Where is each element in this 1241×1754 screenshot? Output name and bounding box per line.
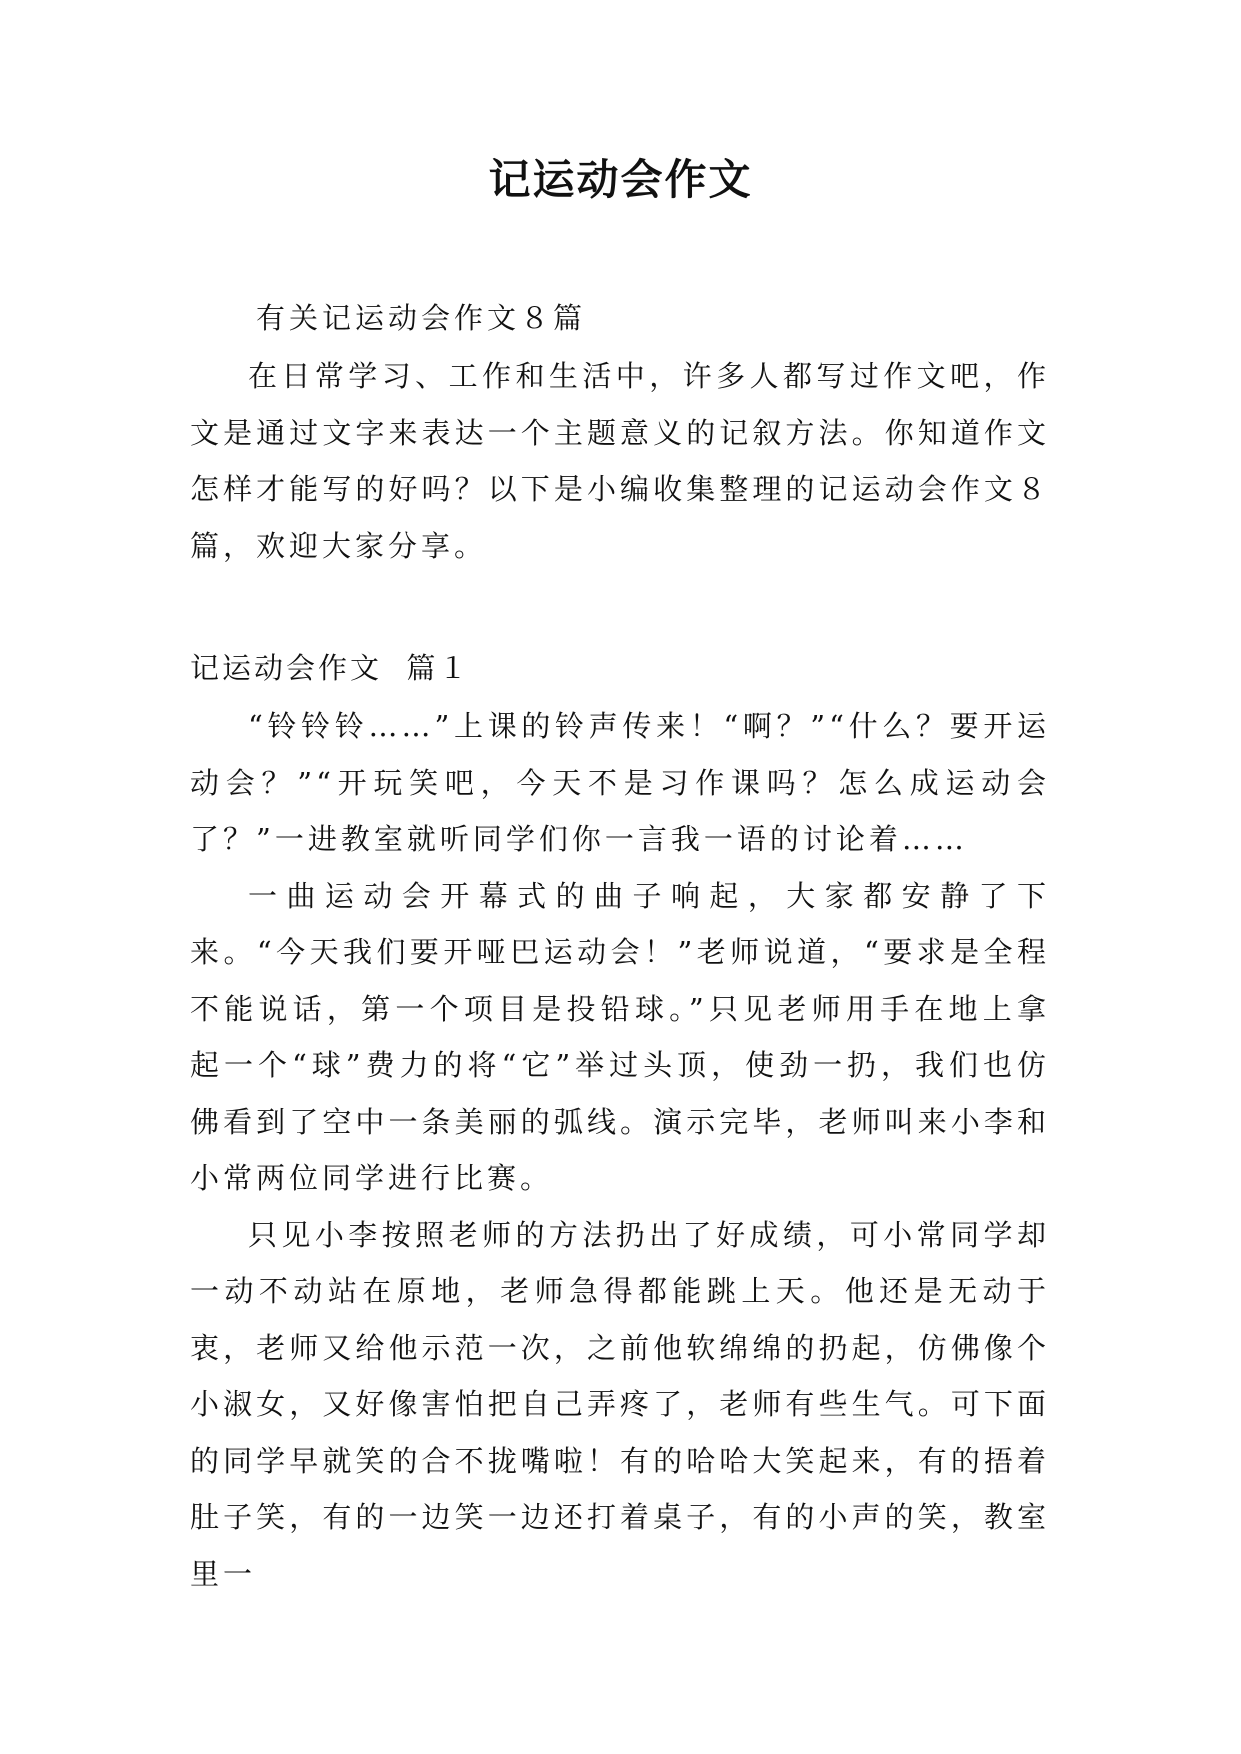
section-heading: 记运动会作文 篇１ [190, 651, 471, 685]
document-subtitle: 有关记运动会作文８篇 [256, 301, 587, 335]
section-paragraph: “铃铃铃……”上课的铃声传来！“啊？”“什么？要开运动会？”“开玩笑吧，今天不是习作课吗？怎么成运动会了？”一进教室就听同学们你一言我一语的讨论着…… [190, 709, 1050, 856]
section-paragraph: 只见小李按照老师的方法扔出了好成绩，可小常同学却一动不动站在原地，老师急得都能跳上天。他还是无动于衷，老师又给他示范一次，之前他软绵绵的扔起，仿佛像个小淑女，又好像害怕把自己弄疼了，老师有些生气。可下面的同学早就笑的合不拢嘴啦！有的哈哈大笑起来，有的捂着肚子笑，有的一边笑一边还打着桌子，有的小声的笑，教室里一 [190, 1217, 1050, 1591]
section-paragraph: 一曲运动会开幕式的曲子响起，大家都安静了下来。“今天我们要开哑巴运动会！”老师说道，“要求是全程不能说话，第一个项目是投铅球。”只见老师用手在地上拿起一个“球”费力的将“它”举过头顶，使劲一扔，我们也仿佛看到了空中一条美丽的弧线。演示完毕，老师叫来小李和小常两位同学进行比赛。 [190, 878, 1050, 1195]
document-title: 记运动会作文 [488, 155, 753, 204]
section-body [190, 698, 1050, 1602]
intro-paragraph: 在日常学习、工作和生活中，许多人都写过作文吧，作文是通过文字来表达一个主题意义的记叙方法。你知道作文怎样才能写的好吗？以下是小编收集整理的记运动会作文８篇，欢迎大家分享。 [190, 359, 1050, 563]
intro-block [190, 348, 1050, 574]
